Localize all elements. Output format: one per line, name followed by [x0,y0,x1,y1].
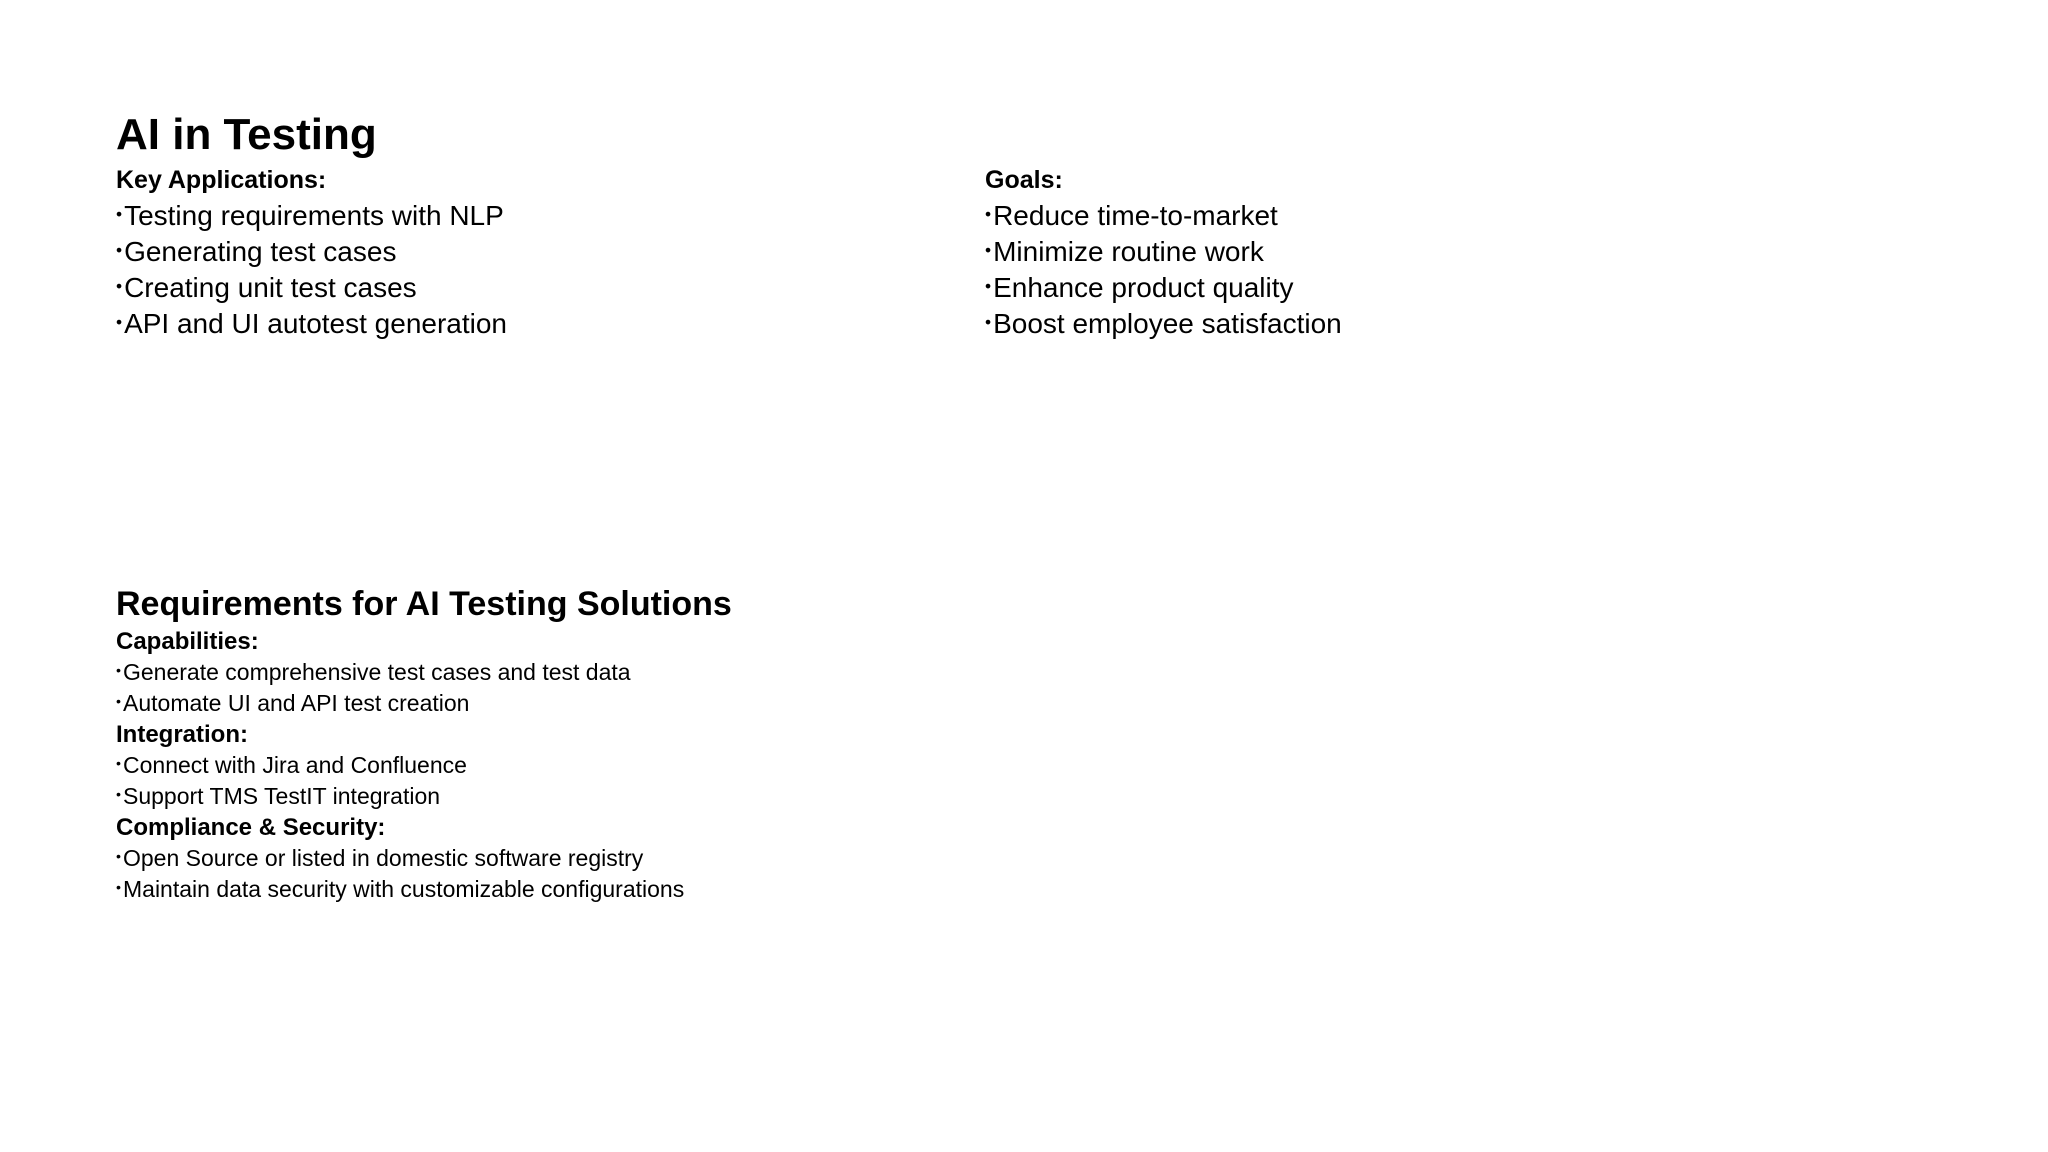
bullet-icon: • [985,204,992,225]
capabilities-list [116,657,732,719]
integration-list [116,750,732,812]
list-item-text: Boost employee satisfaction [993,308,1342,339]
list-item [116,198,507,234]
list-item [116,781,732,812]
list-item [116,306,507,342]
requirements-section [116,582,732,905]
section-title-ai-in-testing: AI in Testing [116,110,377,159]
list-item-text: Creating unit test cases [124,272,417,303]
list-item-text: Maintain data security with customizable configurations [123,876,685,902]
compliance-list [116,843,732,905]
section-title-requirements: Requirements for AI Testing Solutions [116,585,732,623]
list-item [116,843,732,874]
list-item-text: Testing requirements with NLP [124,200,504,231]
bullet-icon: • [116,755,121,772]
list-item-text: Enhance product quality [993,272,1294,303]
goals-list [985,198,1342,342]
list-item [116,270,507,306]
list-item-text: Generate comprehensive test cases and test data [123,659,631,685]
list-item-text: Support TMS TestIT integration [123,783,441,809]
list-item-text: Connect with Jira and Confluence [123,752,467,778]
bullet-icon: • [116,662,121,679]
bullet-icon: • [116,848,121,865]
goals-section [985,162,1342,342]
bullet-icon: • [116,879,121,896]
compliance-heading: Compliance & Security: [116,814,386,841]
key-applications-heading: Key Applications: [116,166,327,194]
bullet-icon: • [116,204,123,225]
bullet-icon: • [985,240,992,261]
list-item-text: Minimize routine work [993,236,1264,267]
list-item [116,688,732,719]
bullet-icon: • [985,312,992,333]
list-item [985,198,1342,234]
list-item-text: API and UI autotest generation [124,308,507,339]
ai-in-testing-section [116,108,507,342]
bullet-icon: • [985,276,992,297]
list-item [116,874,732,905]
list-item-text: Automate UI and API test creation [123,690,470,716]
list-item [116,234,507,270]
capabilities-heading: Capabilities: [116,628,259,655]
list-item-text: Open Source or listed in domestic software registry [123,845,644,871]
bullet-icon: • [116,312,123,333]
goals-heading: Goals: [985,166,1063,194]
bullet-icon: • [116,786,121,803]
list-item-text: Generating test cases [124,236,397,267]
list-item-text: Reduce time-to-market [993,200,1278,231]
bullet-icon: • [116,693,121,710]
list-item [116,657,732,688]
list-item [985,234,1342,270]
list-item [985,270,1342,306]
bullet-icon: • [116,276,123,297]
list-item [116,750,732,781]
bullet-icon: • [116,240,123,261]
list-item [985,306,1342,342]
key-applications-list [116,198,507,342]
integration-heading: Integration: [116,721,248,748]
